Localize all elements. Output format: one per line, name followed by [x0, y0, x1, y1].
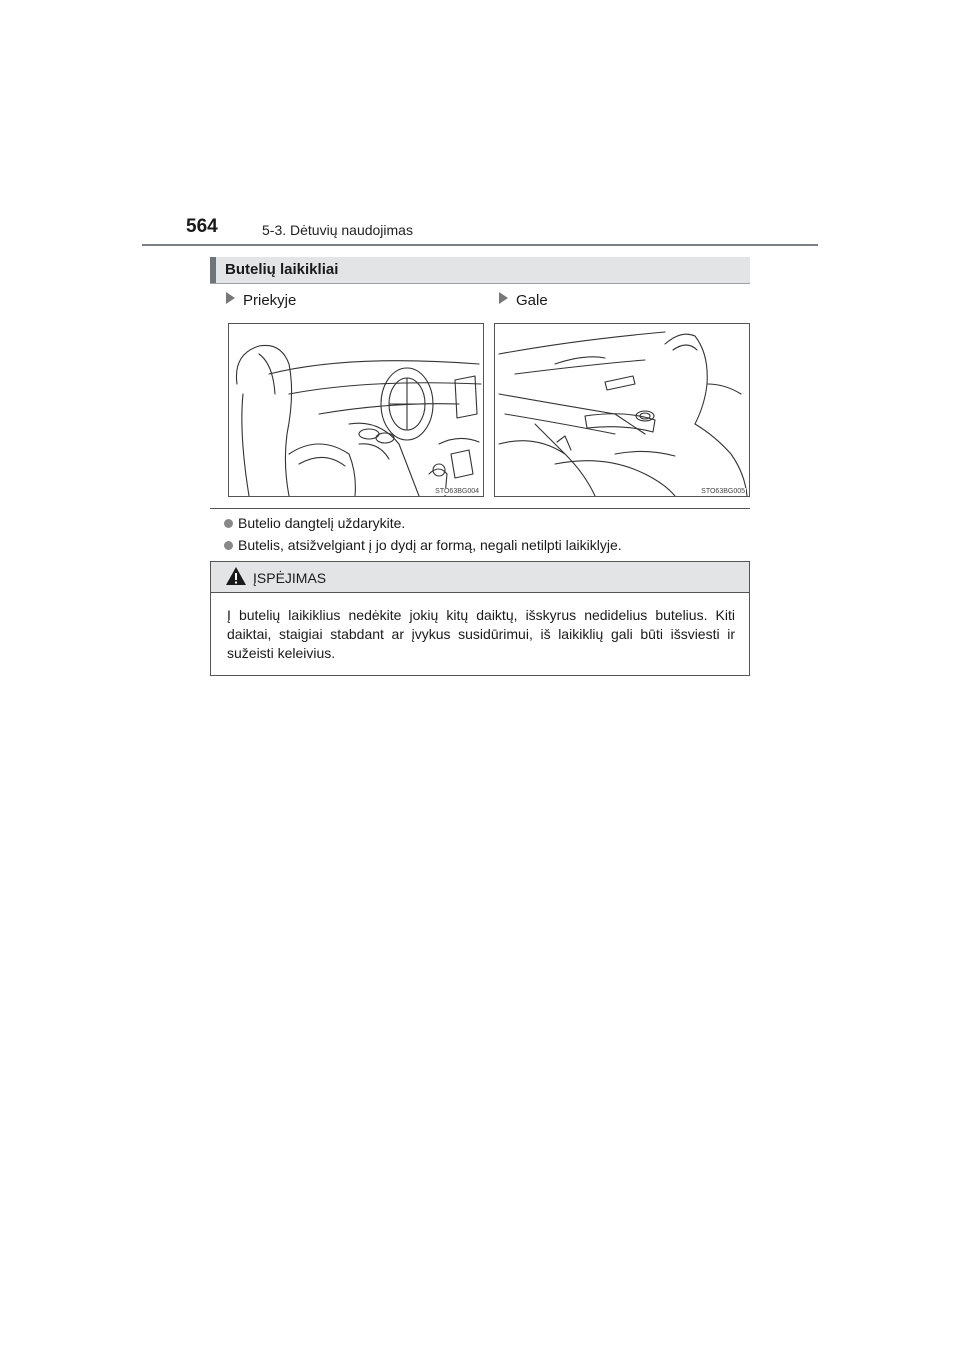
triangle-bullet-icon	[226, 292, 235, 304]
front-cup-holder-illustration	[228, 323, 484, 497]
header-rule	[142, 244, 818, 246]
section-divider	[210, 508, 750, 509]
rear-interior-drawing	[495, 324, 750, 497]
front-interior-drawing	[229, 324, 484, 497]
sublabel-front-text: Priekyje	[243, 292, 297, 309]
rear-cup-holder-illustration	[494, 323, 750, 497]
bullet-dot-icon	[224, 541, 233, 550]
warning-triangle-icon	[225, 566, 247, 586]
sublabel-front	[226, 292, 296, 309]
bullet-text: Butelio dangtelį uždarykite.	[238, 515, 406, 531]
section-heading-bar	[210, 257, 216, 283]
bullet-dot-icon	[224, 519, 233, 528]
section-heading	[210, 257, 750, 284]
bullet-item	[224, 515, 405, 531]
bullet-item	[224, 537, 622, 553]
sublabel-rear-text: Gale	[516, 292, 548, 309]
rear-illustration-code: STO63BG005	[701, 488, 745, 495]
section-title: Butelių laikikliai	[225, 261, 339, 278]
warning-title: ĮSPĖJIMAS	[253, 570, 327, 586]
sublabel-rear	[499, 292, 548, 309]
triangle-bullet-icon	[499, 292, 508, 304]
warning-header	[211, 562, 749, 593]
bullet-text: Butelis, atsižvelgiant į jo dydį ar formą, negali netilpti laikiklyje.	[238, 537, 622, 553]
page-number: 564	[186, 216, 218, 237]
warning-box	[210, 561, 750, 676]
front-illustration-code: STO63BG004	[435, 488, 479, 495]
warning-text: Į butelių laikiklius nedėkite jokių kitų daiktų, išskyrus nedidelius butelius. Kiti daiktai, staigiai stabdant ar įvykus susidūrimui, iš laikiklių gali būti išsviesti ir sužeisti keleivius.	[227, 607, 735, 661]
chapter-title: 5-3. Dėtuvių naudojimas	[262, 222, 413, 238]
